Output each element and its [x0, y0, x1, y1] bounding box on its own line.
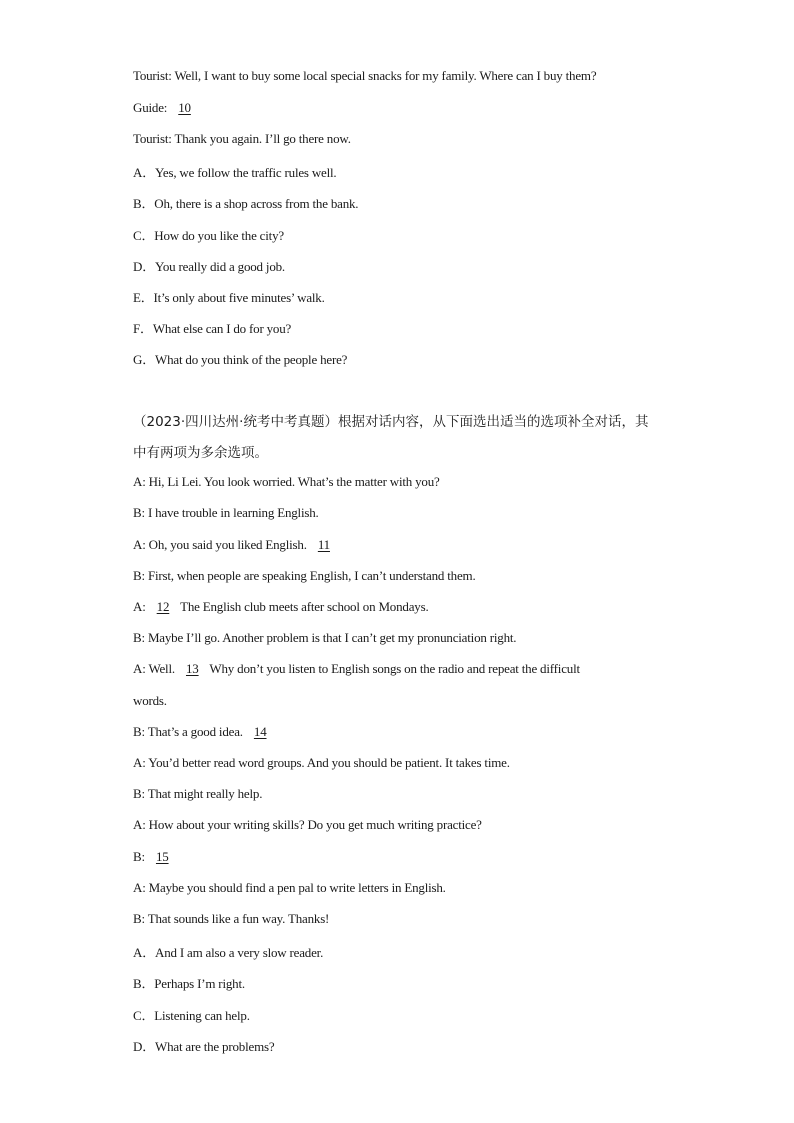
dialogue-text: You’d better read word groups. And you should be patient. It takes time. [148, 755, 510, 770]
speaker: A: [133, 755, 146, 770]
option-item [133, 942, 323, 961]
dialogue-line [133, 661, 580, 677]
dialogue-text: How about your writing skills? Do you get much writing practice? [148, 817, 482, 832]
option-text: Yes, we follow the traffic rules well. [155, 165, 337, 180]
question-instruction-cont: 中有两项为多余选项。 [133, 445, 268, 461]
option-text: It’s only about five minutes’ walk. [153, 290, 325, 305]
option-letter: A． [133, 165, 155, 180]
answer-blank-14: 14 [253, 724, 267, 739]
option-letter: F． [133, 321, 153, 336]
option-text: Perhaps I’m right. [154, 976, 245, 991]
option-item [133, 349, 347, 368]
option-text: What else can I do for you? [152, 321, 292, 336]
speaker: A: [133, 474, 146, 489]
dialogue-text: Maybe I’ll go. Another problem is that I can’t get my pronunciation right. [147, 630, 517, 645]
dialogue-line [133, 68, 596, 84]
option-letter: B． [133, 196, 155, 211]
speaker: B: [133, 630, 145, 645]
speaker: B: [133, 849, 145, 864]
dialogue-line [133, 505, 319, 521]
dialogue-text: Why don’t you listen to English songs on the radio and repeat the difficult [209, 661, 580, 676]
dialogue-line [133, 474, 440, 490]
option-item [133, 287, 325, 306]
dialogue-text: That’s a good idea. [147, 724, 243, 739]
option-item [133, 1036, 274, 1055]
option-text: Listening can help. [154, 1008, 250, 1023]
option-letter: D． [133, 1039, 155, 1054]
option-item [133, 973, 245, 992]
dialogue-text: The English club meets after school on Mondays. [180, 599, 429, 614]
option-letter: A． [133, 945, 155, 960]
speaker: B: [133, 911, 145, 926]
option-item [133, 225, 284, 244]
dialogue-text: That might really help. [147, 786, 263, 801]
option-letter: B． [133, 976, 155, 991]
speaker: Guide: [133, 100, 168, 115]
option-text: What are the problems? [155, 1039, 275, 1054]
dialogue-text: words. [133, 693, 167, 708]
dialogue-text: Well. [148, 661, 175, 676]
option-item [133, 1005, 250, 1024]
answer-blank-13: 13 [185, 661, 199, 676]
speaker: B: [133, 724, 145, 739]
dialogue-line [133, 131, 351, 147]
speaker: B: [133, 505, 145, 520]
dialogue-text: First, when people are speaking English, I can’t understand them. [147, 568, 476, 583]
option-letter: C． [133, 228, 155, 243]
speaker: A: [133, 661, 146, 676]
dialogue-text: Well, I want to buy some local special snacks for my family. Where can I buy them? [174, 68, 597, 83]
speaker: Tourist: [133, 131, 172, 146]
dialogue-text: Maybe you should find a pen pal to write letters in English. [148, 880, 446, 895]
dialogue-line [133, 849, 177, 865]
option-text: What do you think of the people here? [155, 352, 348, 367]
speaker: B: [133, 786, 145, 801]
option-letter: C． [133, 1008, 155, 1023]
option-text: And I am also a very slow reader. [155, 945, 324, 960]
question-instruction: （2023·四川达州·统考中考真题）根据对话内容，从下面选出适当的选项补全对话，其 [133, 414, 649, 430]
dialogue-line [133, 724, 275, 740]
speaker: A: [133, 817, 146, 832]
option-item [133, 256, 285, 275]
option-text: You really did a good job. [155, 259, 285, 274]
answer-blank-15: 15 [155, 849, 169, 864]
dialogue-line [133, 568, 476, 584]
option-item [133, 193, 358, 212]
option-text: How do you like the city? [154, 228, 284, 243]
option-letter: D． [133, 259, 155, 274]
answer-blank-12: 12 [156, 599, 170, 614]
option-letter: E． [133, 290, 154, 305]
dialogue-line [133, 100, 199, 116]
dialogue-line [133, 599, 429, 615]
dialogue-line [133, 817, 482, 833]
dialogue-text: Oh, you said you liked English. [148, 537, 307, 552]
dialogue-text: That sounds like a fun way. Thanks! [147, 911, 330, 926]
option-text: Oh, there is a shop across from the bank. [154, 196, 359, 211]
option-item [133, 318, 291, 337]
speaker: Tourist: [133, 68, 172, 83]
option-letter: G． [133, 352, 155, 367]
speaker: A: [133, 599, 146, 614]
dialogue-line-continued [133, 693, 167, 709]
speaker: B: [133, 568, 145, 583]
dialogue-line [133, 786, 262, 802]
dialogue-line [133, 911, 329, 927]
dialogue-text: Thank you again. I’ll go there now. [174, 131, 351, 146]
dialogue-text: Hi, Li Lei. You look worried. What’s the matter with you? [148, 474, 440, 489]
speaker: A: [133, 537, 146, 552]
dialogue-line [133, 630, 516, 646]
answer-blank-11: 11 [317, 537, 330, 552]
dialogue-line [133, 880, 446, 896]
speaker: A: [133, 880, 146, 895]
dialogue-line [133, 755, 510, 771]
option-item [133, 162, 336, 181]
dialogue-text: I have trouble in learning English. [147, 505, 319, 520]
dialogue-line [133, 537, 338, 553]
answer-blank-10: 10 [178, 100, 191, 115]
